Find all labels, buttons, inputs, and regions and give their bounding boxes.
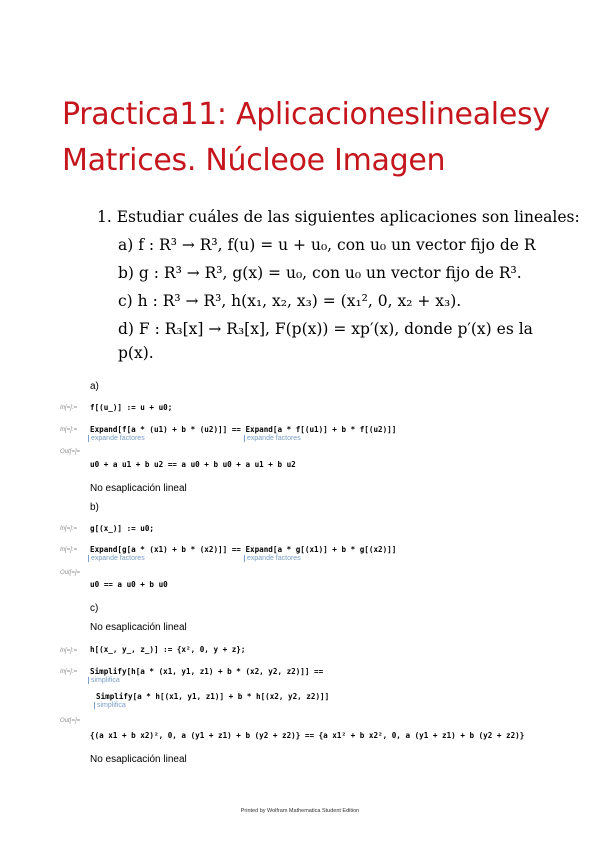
output-prompt: Out[=]=: [60, 718, 81, 724]
input-prompt: In[=]:=: [60, 405, 78, 411]
result-text-b: No esaplicación lineal: [90, 622, 187, 633]
input-cell-c2b[interactable]: Simplify[a * h[(x1, y1, z1)] + b * h[(x2, y2, z2)]]: [96, 692, 330, 701]
input-cell-b1[interactable]: g[(x_)] := u0;: [90, 524, 155, 533]
problem-item-d-cont: p(x).: [118, 344, 154, 362]
hint-expand[interactable]: expande factores: [244, 555, 301, 562]
section-label-a: a): [90, 381, 99, 392]
output-cell-b: u0 == a u0 + b u0: [90, 580, 168, 589]
result-text-c: No esaplicación lineal: [90, 754, 187, 765]
input-prompt: In[=]:=: [60, 526, 78, 532]
problem-item-a: a) f : R³ → R³, f(u) = u + u₀, con u₀ un vector fijo de R: [118, 236, 536, 254]
output-cell-a: u0 + a u1 + b u2 == a u0 + b u0 + a u1 + b u2: [90, 460, 296, 469]
input-prompt: In[=]:=: [60, 648, 78, 654]
input-prompt: In[=]:=: [60, 427, 78, 433]
input-prompt: In[=]:=: [60, 547, 78, 553]
input-prompt: In[=]:=: [60, 669, 78, 675]
input-cell-c1[interactable]: h[(x_, y_, z_)] := {x², 0, y + z};: [90, 645, 246, 654]
output-prompt: Out[=]=: [60, 449, 81, 455]
section-label-c: c): [90, 603, 99, 614]
problem-item-c: c) h : R³ → R³, h(x₁, x₂, x₃) = (x₁², 0, x₂ + x₃).: [118, 292, 462, 310]
input-cell-a2[interactable]: Expand[f[a * (u1) + b * (u2)]] == Expand[a * f[(u1)] + b * f[(u2)]]: [90, 425, 397, 434]
problem-heading: 1. Estudiar cuáles de las siguientes aplicaciones son lineales:: [97, 208, 580, 226]
hint-simplify[interactable]: simplifica: [94, 702, 126, 709]
page-title-line1: Practica11: Aplicacioneslinealesy: [62, 97, 550, 132]
problem-item-d: d) F : R₃[x] → R₃[x], F(p(x)) = xp′(x), donde p′(x) es la: [118, 320, 533, 338]
output-prompt: Out[=]=: [60, 570, 81, 576]
output-cell-c: {(a x1 + b x2)², 0, a (y1 + z1) + b (y2 + z2)} == {a x1² + b x2², 0, a (y1 + z1) + b (y2 + z2)}: [90, 731, 525, 740]
hint-simplify[interactable]: simplifica: [88, 677, 120, 684]
hint-expand[interactable]: expande factores: [88, 435, 145, 442]
result-text-a: No esaplicación lineal: [90, 483, 187, 494]
problem-item-b: b) g : R³ → R³, g(x) = u₀, con u₀ un vector fijo de R³.: [118, 264, 522, 282]
input-cell-c2a[interactable]: Simplify[h[a * (x1, y1, z1) + b * (x2, y2, z2)]] ==: [90, 667, 324, 676]
section-label-b: b): [90, 502, 99, 513]
hint-expand[interactable]: expande factores: [244, 435, 301, 442]
page-title-line2: Matrices. Núcleoe Imagen: [62, 143, 446, 178]
input-cell-b2[interactable]: Expand[g[a * (x1) + b * (x2)]] == Expand[a * g[(x1)] + b * g[(x2)]]: [90, 545, 397, 554]
footer-printed-by: Printed by Wolfram Mathematica Student Edition: [240, 808, 360, 814]
input-cell-a1[interactable]: f[(u_)] := u + u0;: [90, 403, 173, 412]
hint-expand[interactable]: expande factores: [88, 555, 145, 562]
